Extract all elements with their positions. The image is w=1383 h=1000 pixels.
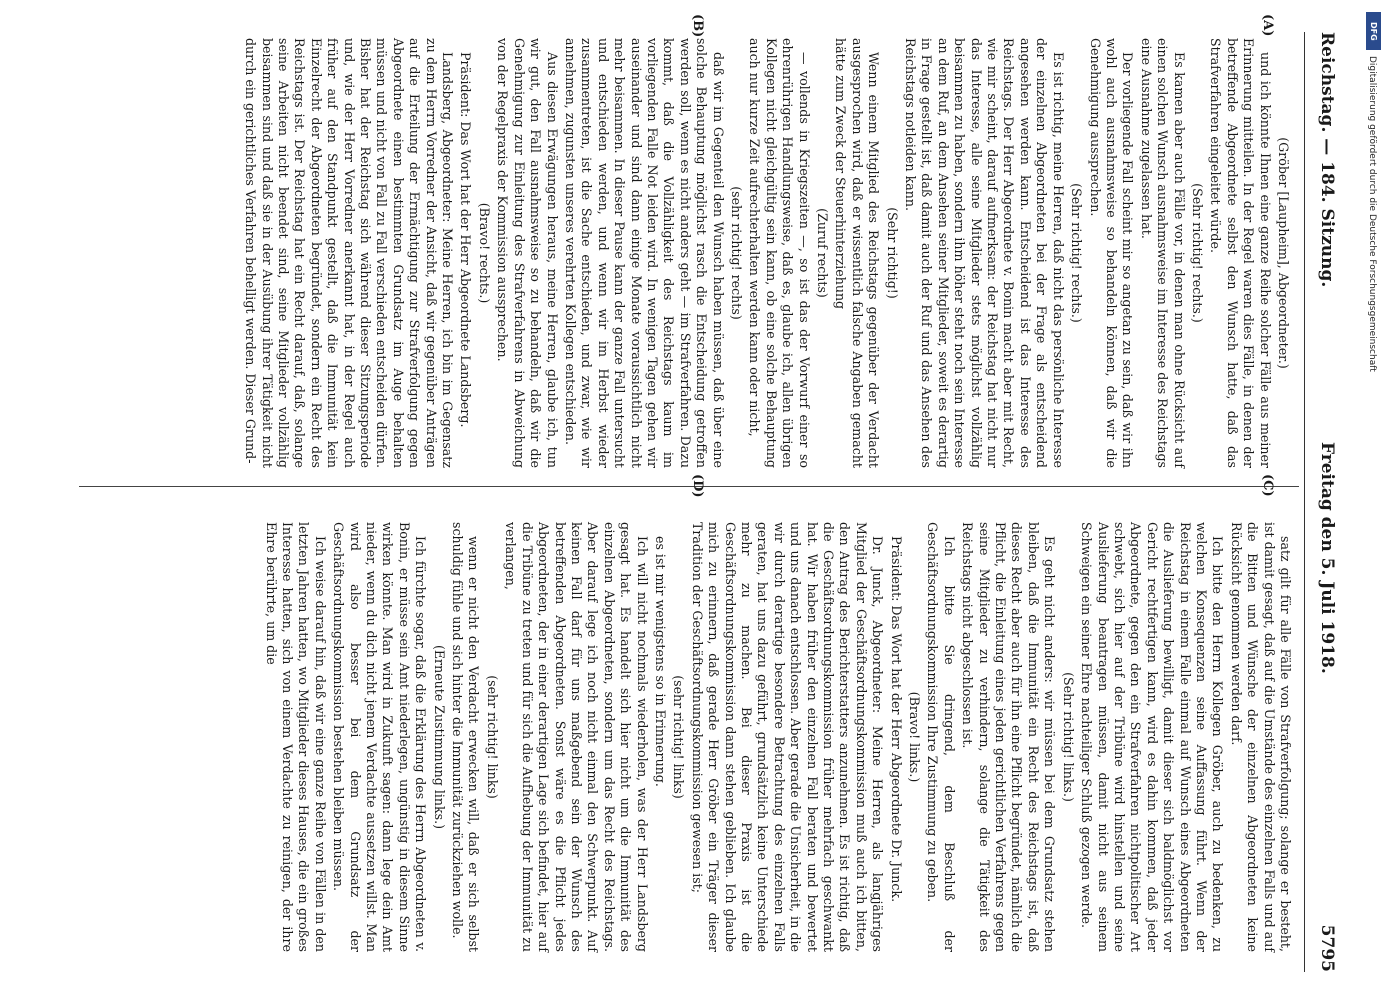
paragraph: Es ist richtig, meine Herren, daß nicht das persönliche Interesse der einzelnen Abgeordneten bei der Frage als entscheidend angesehen werden kann. Entscheidend ist das Interesse des Reichstags. Der Herr Abgeordnete v. Bonin macht aber mit Recht, wie mir scheint, darauf aufmerksam: der Reichstag hat nicht nur das Interesse, alle seine Mitglieder stets möglichst vollzählig beisammen zu haben, sondern ihm höher steht noch sein Interesse an dem Ruf, an dem Ansehen seiner Mitglieder, soweit es derartig in Frage gestellt ist, daß damit auch der Ruf und das Ansehen des Reichstags notleiden kann. xyxy=(903,38,1066,468)
paragraph: daß wir im Gegenteil den Wunsch haben müssen, daß über eine solche Behauptung möglichst rasch die Entscheidung getroffen werden soll, wenn es nicht anders geht — im Strafverfahren. Dazu kommt, daß die Vollzähligkeit des Reichstags kaum im vorliegenden Falle Not leiden wird. In wenigen Tagen gehen wir auseinander und sind dann einige Monate voraussichtlich nicht mehr beisammen. In dieser Pause kann der ganze Fall untersucht und entschieden werden, und wenn wir im Herbst wieder zusammentreten, ist die Sache entschieden, und zwar, wie wir annehmen, zugunsten unseres verehrten Kollegen entschieden. xyxy=(562,38,726,468)
paragraph: satz gilt für alle Fälle von Strafverfolgung; solange er besteht, ist damit gesagt, daß auf die Umstände des einzelnen Falls und auf die Bitten und Wünsche der einzelnen Abgeordneten keine Rücksicht genommen werden darf. xyxy=(1228,522,1293,952)
paragraph: (Sehr richtig! links.) xyxy=(1060,672,1076,802)
margin-mark-d: (D) xyxy=(690,474,705,498)
paragraph: Ich bitte den Herrn Kollegen Gröber, auch zu bedenken, zu welchen Konsequenzen seine Auffassung führt. Wenn der Reichstag in einem Falle einmal auf Wunsch eines Abgeordneten die Auslieferung bewilligt, damit dieser sich baldmöglichst vor Gericht rechtfertigen kann, wird es dahin kommen, daß jeder Abgeordnete, gegen den ein Strafverfahren nichtpolitischer Art schwebt, sich hier auf der Tribüne wird hinstellen und seine Auslieferung beantragen müssen, damit nicht aus seinem Schweigen ein seiner Ehre nachteiliger Schluß gezogen werde. xyxy=(1079,522,1226,952)
paragraph: Es kamen aber auch Fälle vor, in denen man ohne Rücksicht auf einen solchen Wunsch ausnahmsweise im Interesse des Reichstags eine Ausnahme zugelassen hat. xyxy=(1138,38,1187,468)
paragraph: Der vorliegende Fall scheint mir so angetan zu sein, daß wir ihn wohl auch ausnahmsweise so behandeln können, daß wir die Genehmigung aussprechen. xyxy=(1087,38,1136,468)
paragraph: Aus diesen Erwägungen heraus, meine Herren, glaube ich, tun wir gut, den Fall ausnahmsweise so zu behandeln, daß wir die Genehmigung zur Einleitung des Strafverfahrens in Abweichung von der Regelpraxis der Kommission aussprechen. xyxy=(495,38,560,468)
margin-mark-a: (A) xyxy=(1260,14,1275,37)
dfg-logo: DFG xyxy=(1366,12,1381,50)
paragraph: Dr. Junck, Abgeordneter: Meine Herren, als langjähriges Mitglied der Geschäftsordnungskommission muß auch ich bitten, den Antrag des Berichterstatters anzunehmen. Es ist richtig, daß die Geschäftsordnungskommission früher mehrfach geschwankt hat. Wir haben früher den einzelnen Fall beraten und bewertet und uns danach entschlossen. Aber gerade die Unsicherheit, in die wir durch derartige besondere Betrachtung des einzelnen Falls geraten, hat uns dazu geführt, grundsätzlich keine Unterschiede mehr zu machen. Bei dieser Praxis ist die Geschäftsordnungskommission dann stehen geblieben. Ich glaube mich zu erinnern, daß gerade Herr Gröber ein Träger dieser Tradition der Geschäftsordnungskommission gewesen ist; xyxy=(689,522,886,952)
paragraph: (sehr richtig! links) xyxy=(484,675,500,799)
digitization-credit: Digitalisierung gefördert durch die Deutsche Forschungsgemeinschaft xyxy=(1367,56,1377,372)
column-divider xyxy=(79,486,1299,487)
paragraph: (Sehr richtig! rechts.) xyxy=(1069,183,1085,323)
paragraph: (Zuruf rechts) xyxy=(815,208,831,298)
paragraph: (sehr richtig! links) xyxy=(671,675,687,799)
paragraph: Präsident: Das Wort hat der Herr Abgeordnete Dr. Junck. xyxy=(888,536,904,903)
paragraph: Ich fürchte sogar, daß die Erklärung des Herrn Abgeordneten v. Bonin, er müsse sein Amt niederlegen, ungünstig in diesem Sinne wirken könnte. Man wird in Zukunft sagen: dann lege dein Amt nieder, wenn du dich nicht jenem Verdachte aussetzen willst. Man wird also besser bei dem Grundsatz der Geschäftsordnungskommission bestehen bleiben müssen. xyxy=(331,522,429,952)
paragraph: wenn er nicht den Verdacht erwecken will, daß er sich selbst schuldig fühle und sich hinter die Immunität zurückziehen wolle. xyxy=(450,522,482,952)
paragraph: — vollends in Kriegszeiten —, so ist das der Vorwurf einer so ehrenrührigen Handlungsweise, daß es, glaube ich, allen übrigen Kollegen nicht gleichgültig sein kann, ob eine solche Behauptung auch nur kurze Zeit aufrechterhalten werden kann oder nicht, xyxy=(747,38,812,468)
paragraph: es ist mir wenigstens so in Erinnerung. xyxy=(652,536,668,787)
paragraph: (Sehr richtig! rechts.) xyxy=(1189,183,1205,323)
margin-mark-c: (C) xyxy=(1260,474,1275,497)
paragraph: Ich weise darauf hin, daß wir eine ganze Reihe von Fällen in den letzten Jahren hatten, wo Mitglieder dieses Hauses, die ein großes Interesse hatten, sich von einem Verdachte zu reinigen, der ihre Ehre berührte, um die xyxy=(263,522,328,952)
paragraph: (Sehr richtig!) xyxy=(884,207,900,299)
paragraph: Präsident: Das Wort hat der Herr Abgeordnete Landsberg. xyxy=(458,52,474,428)
header-rule xyxy=(1304,32,1305,972)
header-left: Reichstag. — 184. Sitzung. xyxy=(1317,32,1337,288)
page-number: 5795 xyxy=(1317,924,1337,972)
margin-mark-b: (B) xyxy=(690,14,705,38)
paragraph: Ich will nicht nochmals wiederholen, was der Herr Landsberg gesagt hat. Es handelt sich hier nicht um die Immunität des einzelnen Abgeordneten, sondern um das Recht des Reichstags. Aber darauf lege ich noch nicht einmal den Schwerpunkt. Auf keinen Fall darf für uns maßgebend sein der Wunsch des betreffenden Abgeordneten. Sonst wäre es die Pflicht jedes Abgeordneten, der in einer derartigen Lage sich befindet, hier auf die Tribüne zu treten und für sich die Aufhebung der Immunität zu verlangen, xyxy=(503,522,650,952)
paragraph: (Gröber [Laupheim], Abgeordneter.) xyxy=(1276,137,1291,369)
paragraph: und ich könnte Ihnen eine ganze Reihe solcher Fälle aus meiner Erinnerung mitteilen. In der Regel waren dies Fälle, in denen der betreffende Abgeordnete selbst den Wunsch hatte, daß das Strafverfahren eingeleitet würde. xyxy=(1208,38,1273,468)
digitization-sidebar xyxy=(1365,10,1383,990)
paragraph: (Bravo! links.) xyxy=(907,691,923,783)
paragraph: (Erneute Zustimmung links.) xyxy=(431,644,447,830)
header-center: Freitag den 5. Juli 1918. xyxy=(1317,442,1337,674)
paragraph: Ich bitte Sie dringend, dem Beschluß der Geschäftsordnungskommission Ihre Zustimmung zu geben. xyxy=(925,522,957,952)
right-text-column xyxy=(260,522,1293,952)
left-text-column xyxy=(240,38,1293,468)
rotated-document-page xyxy=(55,12,1345,988)
paragraph: (Bravo! rechts.) xyxy=(476,202,492,304)
page-header xyxy=(1305,32,1345,972)
paragraph: (sehr richtig! rechts) xyxy=(729,186,744,320)
paragraph: Es geht nicht anders: wir müssen bei dem Grundsatz stehen bleiben, daß die Immunität ein Recht des Reichstags ist, daß dieses Recht aber auch für ihn eine Pflicht begründet, nämlich die Pflicht, die Einleitung eines jeden gerichtlichen Verfahrens gegen seine Mitglieder zu verhindern, solange die Tätigkeit des Reichstags nicht abgeschlossen ist. xyxy=(960,522,1058,952)
paragraph: Landsberg, Abgeordneter: Meine Herren, ich bin im Gegensatz zu dem Herrn Vorredner der Ansicht, daß wir gegenüber Anträgen auf die Erteilung der Ermächtigung zur Strafverfolgung gegen Abgeordnete einen bestimmten Grundsatz im Auge behalten müssen und nicht von Fall zu Fall verschieden entscheiden dürfen. Bisher hat der Reichstag sich während dieser Sitzungsperiode und, wie der Herr Vorredner anerkannt hat, in der Regel auch früher auf den Standpunkt gestellt, daß die Immunität kein Einzelrecht der Abgeordneten begründet, sondern ein Recht des Reichstags ist. Der Reichstag hat ein Recht darauf, daß, solange seine Arbeiten nicht beendet sind, seine Mitglieder vollzählig beisammen sind und daß sie in der Ausübung ihrer Tätigkeit nicht durch ein gerichtliches Verfahren behelligt werden. Dieser Grund- xyxy=(243,38,456,468)
paragraph: Wenn einem Mitglied des Reichstags gegenüber der Verdacht ausgesprochen wird, daß er wissentlich falsche Angaben gemacht hätte zum Zweck der Steuerhinterziehung xyxy=(833,38,882,468)
